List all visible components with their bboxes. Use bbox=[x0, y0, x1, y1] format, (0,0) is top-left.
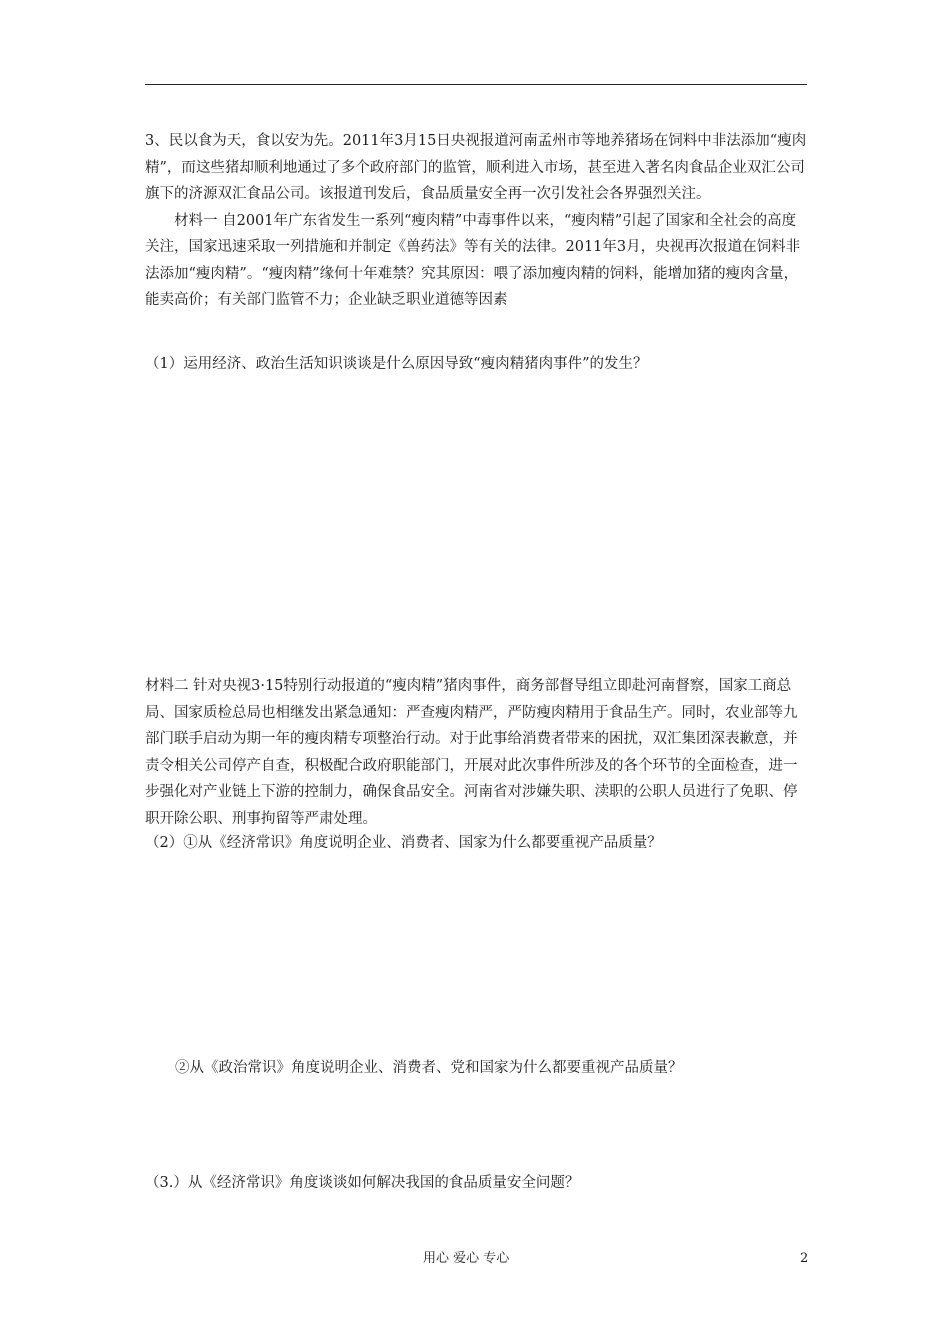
question-3: （3.）从《经济常识》角度谈谈如何解决我国的食品质量安全问题？ bbox=[145, 1175, 580, 1191]
question-intro-block bbox=[145, 128, 810, 314]
question-intro: 3、民以食为天，食以安为先。2011年3月15日央视报道河南孟州市等地养猪场在饲料中非法添加“瘦肉精”，而这些猪却顺利地通过了多个政府部门的监管，顺利进入市场，甚至进入著名肉食品企业双汇公司旗下的济源双汇食品公司。该报道刊发后，食品质量安全再一次引发社会各界强烈关注。 bbox=[145, 133, 807, 202]
material-one: 材料一 自2001年广东省发生一系列“瘦肉精”中毒事件以来，“瘦肉精”引起了国家和全社会的高度关注，国家迅速采取一列措施和并制定《兽药法》等有关的法律。2011年3月，央视再次报道在饲料非法添加“瘦肉精”。“瘦肉精”缘何十年难禁？究其原因：喂了添加瘦肉精的饲料，能增加猪的瘦肉含量，能卖高价；有关部门监管不力；企业缺乏职业道德等因素 bbox=[145, 212, 801, 308]
header-rule bbox=[145, 84, 807, 85]
question-1: （1）运用经济、政治生活知识谈谈是什么原因导致“瘦肉精猪肉事件”的发生？ bbox=[145, 356, 648, 372]
question-2a: （2）①从《经济常识》角度说明企业、消费者、国家为什么都要重视产品质量？ bbox=[145, 835, 662, 851]
footer-slogan: 用心 爱心 专心 bbox=[423, 1251, 510, 1266]
material-two-block bbox=[145, 673, 810, 832]
page-number: 2 bbox=[800, 1251, 809, 1266]
material-two: 材料二 针对央视3·15特别行动报道的“瘦肉精”猪肉事件，商务部督导组立即赴河南督察，国家工商总局、国家质检总局也相继发出紧急通知：严查瘦肉精严，严防瘦肉精用于食品生产。同时，农业部等九部门联手启动为期一年的瘦肉精专项整治行动。对于此事给消费者带来的困扰，双汇集团深表歉意，并责令相关公司停产自查，积极配合政府职能部门，开展对此次事件所涉及的各个环节的全面检查，进一步强化对产业链上下游的控制力，确保食品安全。河南省对涉嫌失职、渎职的公职人员进行了免职、停职开除公职、刑事拘留等严肃处理。 bbox=[145, 678, 798, 827]
question-2b: ②从《政治常识》角度说明企业、消费者、党和国家为什么都要重视产品质量？ bbox=[175, 1060, 683, 1076]
